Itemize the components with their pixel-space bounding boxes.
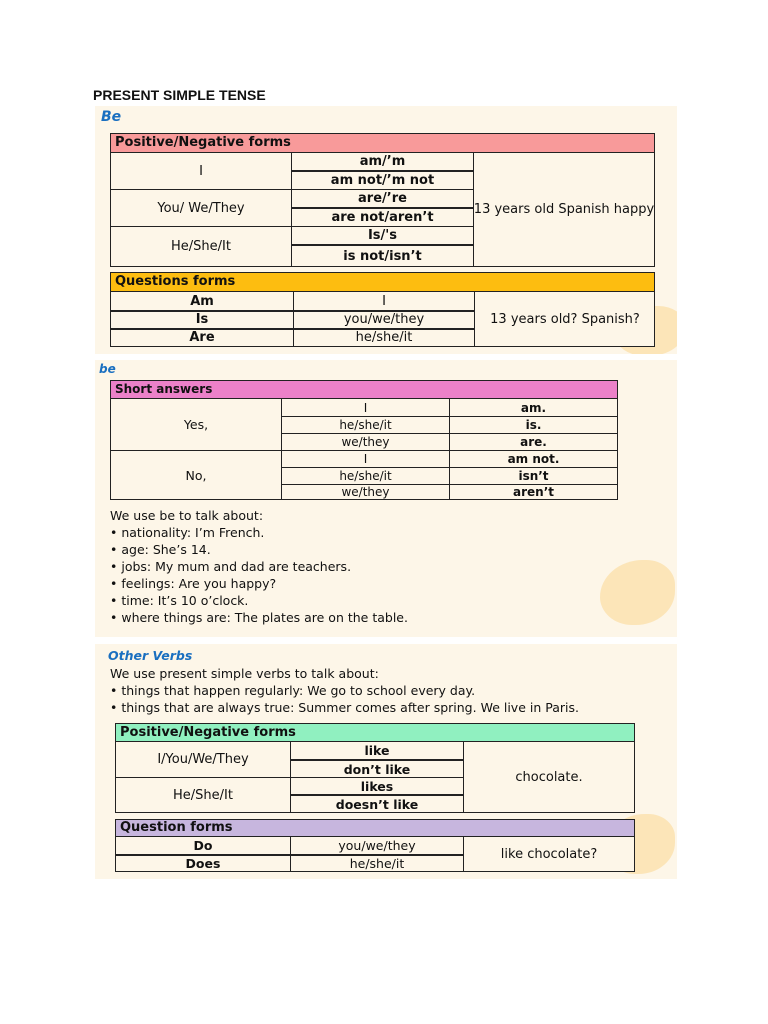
negative-form: don’t like: [343, 761, 411, 777]
use-item: • nationality: I’m French.: [110, 525, 265, 540]
answer-verb: isn’t: [518, 469, 549, 483]
positive-form: likes: [360, 778, 394, 794]
complement-cell: like chocolate?: [500, 846, 598, 862]
be-short-heading: be: [99, 362, 116, 376]
question-subject: you/we/they: [338, 838, 416, 853]
subject-cell: He/She/It: [171, 239, 231, 254]
complement-cell: 13 years old Spanish happy: [473, 202, 655, 217]
use-item: • jobs: My mum and dad are teachers.: [110, 559, 352, 574]
question-verb: Is: [195, 312, 209, 327]
other-verbs-bullet: • things that happen regularly: We go to school every day.: [110, 683, 476, 698]
subject-cell: I: [199, 163, 203, 179]
negative-form: are not/aren’t: [331, 210, 434, 225]
decorative-blob: [600, 560, 675, 625]
question-verb: Am: [190, 293, 214, 309]
subject-cell: I/You/We/They: [157, 752, 249, 767]
answer-verb: aren’t: [513, 485, 554, 499]
answer-subject: we/they: [341, 435, 390, 449]
negative-form: is not/isn’t: [343, 248, 422, 264]
page-title: PRESENT SIMPLE TENSE: [93, 87, 266, 103]
use-item: • feelings: Are you happy?: [110, 576, 277, 591]
negative-form: am not/’m not: [330, 173, 435, 188]
question-subject: he/she/it: [349, 856, 405, 871]
complement-cell: 13 years old? Spanish?: [490, 311, 640, 327]
table-header: Positive/Negative forms: [116, 724, 634, 742]
question-verb: Do: [193, 838, 213, 853]
be-questions-table: [110, 272, 655, 347]
be-panel: [95, 106, 677, 354]
table-header: Questions forms: [111, 273, 654, 292]
use-item: • time: It’s 10 o’clock.: [110, 593, 249, 608]
positive-form: am/’m: [359, 154, 406, 169]
yes-label: Yes,: [183, 417, 209, 432]
subject-cell: He/She/It: [173, 787, 233, 803]
answer-verb: are.: [520, 435, 547, 449]
use-item: • age: She’s 14.: [110, 542, 211, 557]
short-answers-table: [110, 380, 618, 500]
positive-form: Is/'s: [367, 228, 398, 243]
other-verbs-panel: [95, 644, 677, 879]
table-header: Short answers: [111, 381, 617, 399]
answer-verb: am not.: [507, 452, 560, 466]
other-posneg-table: [115, 723, 635, 813]
question-verb: Does: [185, 856, 221, 871]
other-verbs-bullet: • things that are always true: Summer comes after spring. We live in Paris.: [110, 700, 579, 715]
other-verbs-intro: We use present simple verbs to talk about:: [110, 666, 379, 681]
use-item: • where things are: The plates are on the table.: [110, 610, 408, 625]
subject-cell: You/ We/They: [157, 200, 245, 216]
answer-subject: we/they: [341, 485, 390, 499]
answer-subject: I: [363, 452, 368, 466]
negative-form: doesn’t like: [335, 796, 419, 812]
answer-verb: am.: [520, 400, 547, 415]
no-label: No,: [185, 467, 207, 483]
complement-cell: chocolate.: [515, 769, 583, 785]
be-heading: Be: [101, 109, 122, 125]
positive-form: like: [364, 743, 390, 758]
answer-subject: he/she/it: [339, 469, 392, 483]
answer-verb: is.: [525, 418, 542, 432]
other-verbs-heading: Other Verbs: [108, 648, 193, 663]
table-header: Positive/Negative forms: [111, 134, 654, 153]
positive-form: are/’re: [358, 191, 407, 206]
other-questions-table: [115, 819, 635, 872]
question-subject: you/we/they: [343, 312, 425, 327]
answer-subject: he/she/it: [339, 418, 392, 432]
answer-subject: I: [363, 400, 368, 415]
question-subject: I: [382, 293, 386, 309]
table-header: Question forms: [116, 820, 634, 837]
be-posneg-table: [110, 133, 655, 267]
uses-intro: We use be to talk about:: [110, 508, 264, 523]
question-verb: Are: [189, 330, 215, 345]
be-short-panel: [95, 360, 677, 637]
question-subject: he/she/it: [355, 330, 413, 345]
